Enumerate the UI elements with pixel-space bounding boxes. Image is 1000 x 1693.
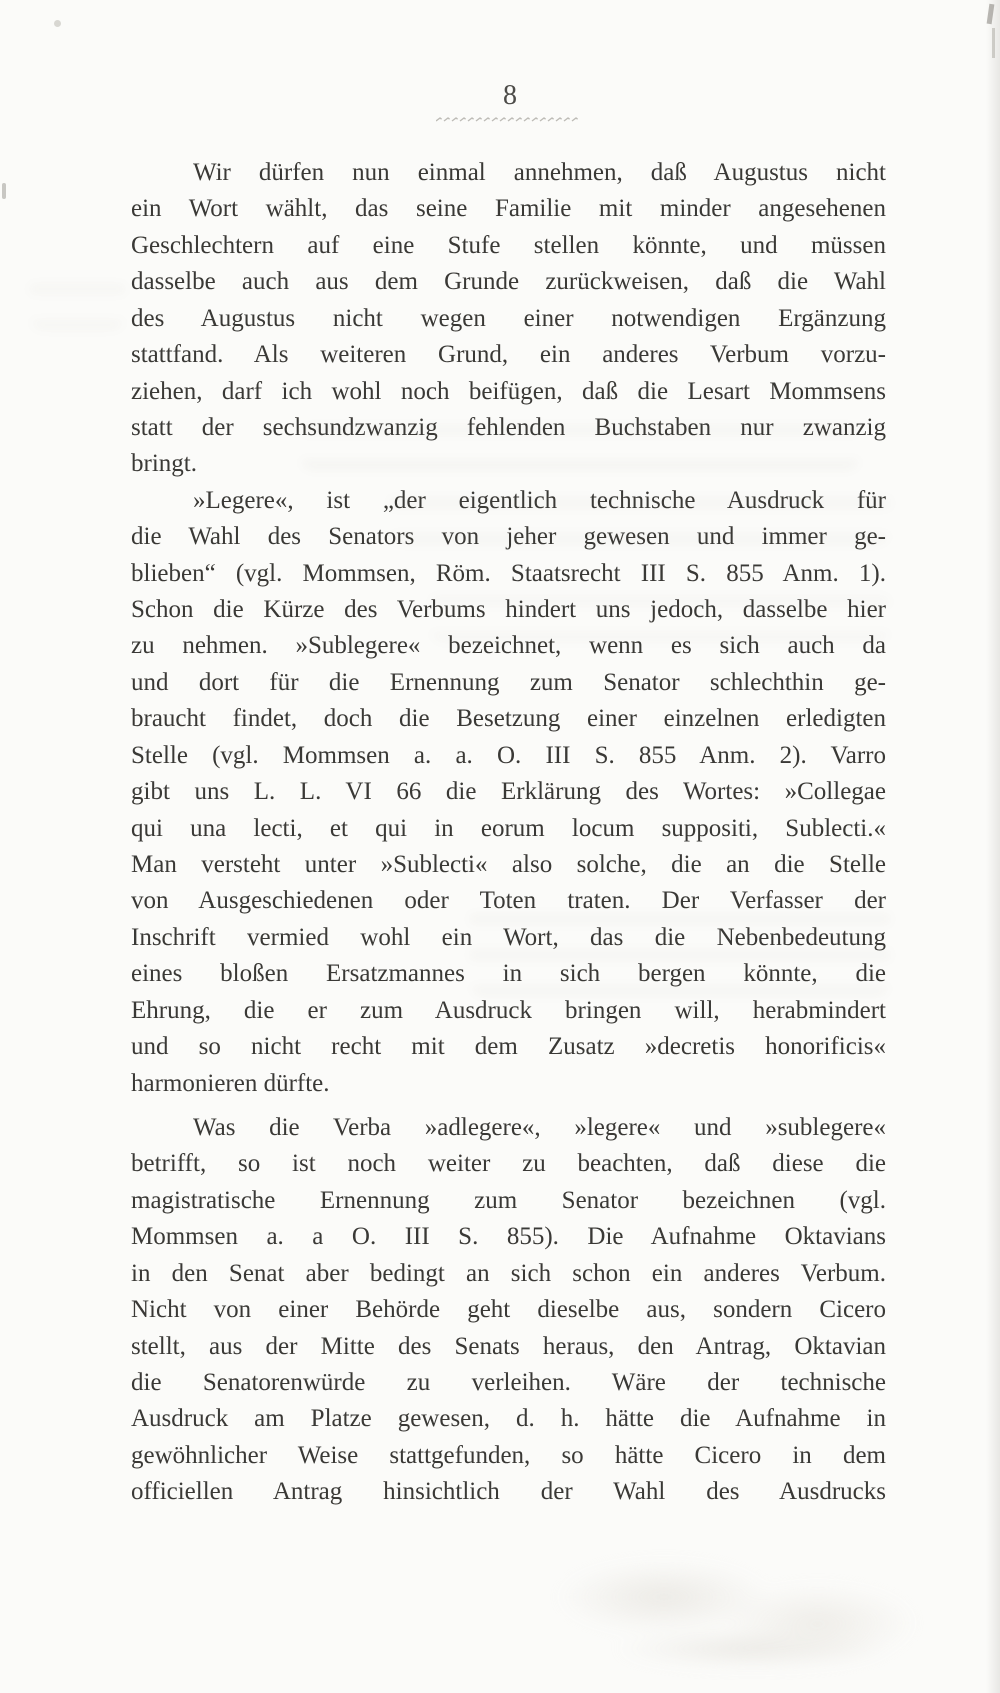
paragraph (131, 155, 886, 483)
paragraph (131, 1110, 886, 1511)
text-line: des Augustus nicht wegen einer notwendigen Ergänzung (131, 304, 886, 332)
text-line: Was die Verba »adlegere«, »legere« und »sublegere« (193, 1113, 886, 1141)
text-line: Nicht von einer Behörde geht dieselbe aus, sondern Cicero (131, 1296, 886, 1324)
text-line: qui una lecti, et qui in eorum locum suppositi, Sublecti.« (131, 814, 886, 842)
text-line: die Wahl des Senators von jeher gewesen und immer ge- (131, 523, 886, 551)
text-line: Schon die Kürze des Verbums hindert uns jedoch, dasselbe hier (131, 596, 886, 624)
text-line: Geschlechtern auf eine Stufe stellen könnte, und müssen (131, 231, 886, 259)
text-line: ein Wort wählt, das seine Familie mit minder angesehenen (131, 195, 886, 223)
text-line: statt der sechsundzwanzig fehlenden Buchstaben nur zwanzig (131, 413, 886, 441)
text-line: magistratische Ernennung zum Senator bezeichnen (vgl. (131, 1186, 886, 1214)
page-number: 8 (503, 80, 517, 111)
text-line: gewöhnlicher Weise stattgefunden, so hätte Cicero in dem (131, 1441, 886, 1469)
text-line: und dort für die Ernennung zum Senator schlechthin ge- (131, 668, 886, 696)
text-line: Ausdruck am Platze gewesen, d. h. hätte die Aufnahme in (131, 1405, 886, 1433)
text-line: und so nicht recht mit dem Zusatz »decretis honorificis« (131, 1033, 886, 1061)
text-line: betrifft, so ist noch weiter zu beachten, daß diese die (131, 1150, 886, 1178)
text-line: Mommsen a. a O. III S. 855). Die Aufnahme Oktavians (131, 1223, 886, 1251)
text-line: Man versteht unter »Sublecti« also solche, die an die Stelle (131, 851, 886, 879)
scan-speck (54, 20, 61, 27)
text-line: die Senatorenwürde zu verleihen. Wäre der technische (131, 1368, 886, 1396)
text-line: in den Senat aber bedingt an sich schon ein anderes Verbum. (131, 1259, 886, 1287)
text-line: ziehen, darf ich wohl noch beifügen, daß die Lesart Mommsens (131, 377, 886, 405)
page-number-flourish-icon (436, 115, 586, 125)
text-line: stellt, aus der Mitte des Senats heraus, den Antrag, Oktavian (131, 1332, 886, 1360)
text-line: officiellen Antrag hinsichtlich der Wahl des Ausdrucks (131, 1478, 886, 1506)
bleed-through-smudge (30, 268, 125, 330)
paragraph (131, 483, 886, 1102)
text-line: harmonieren dürfte. (131, 1069, 330, 1097)
text-line: »Legere«, ist „der eigentlich technische Ausdruck für (193, 486, 886, 514)
text-line: Wir dürfen nun einmal annehmen, daß Augustus nicht (193, 159, 886, 186)
text-line: von Ausgeschiedenen oder Toten traten. Der Verfasser der (131, 887, 886, 915)
text-line: stattfand. Als weiteren Grund, ein anderes Verbum vorzu- (131, 341, 886, 369)
text-line: Inschrift vermied wohl ein Wort, das die Nebenbedeutung (131, 923, 886, 951)
page-edge-shadow (986, 0, 1000, 1693)
text-line: blieben“ (vgl. Mommsen, Röm. Staatsrecht III S. 855 Anm. 1). (131, 559, 886, 587)
scan-speck (987, 4, 995, 25)
scan-speck (2, 183, 6, 199)
text-line: Stelle (vgl. Mommsen a. a. O. III S. 855 Anm. 2). Varro (131, 741, 886, 769)
text-line: braucht findet, doch die Besetzung einer einzelnen erledigten (131, 705, 886, 733)
paper-stain (510, 1545, 950, 1675)
text-line: gibt uns L. L. VI 66 die Erklärung des Wortes: »Collegae (131, 778, 886, 806)
scan-speck (992, 28, 995, 58)
text-line: eines bloßen Ersatzmannes in sich bergen könnte, die (131, 960, 886, 988)
text-line: bringt. (131, 450, 197, 478)
text-line: Ehrung, die er zum Ausdruck bringen will, herabmindert (131, 996, 886, 1024)
text-line: zu nehmen. »Sublegere« bezeichnet, wenn es sich auch da (131, 632, 886, 660)
text-line: dasselbe auch aus dem Grunde zurückweisen, daß die Wahl (131, 268, 886, 296)
text-block (131, 155, 886, 1511)
